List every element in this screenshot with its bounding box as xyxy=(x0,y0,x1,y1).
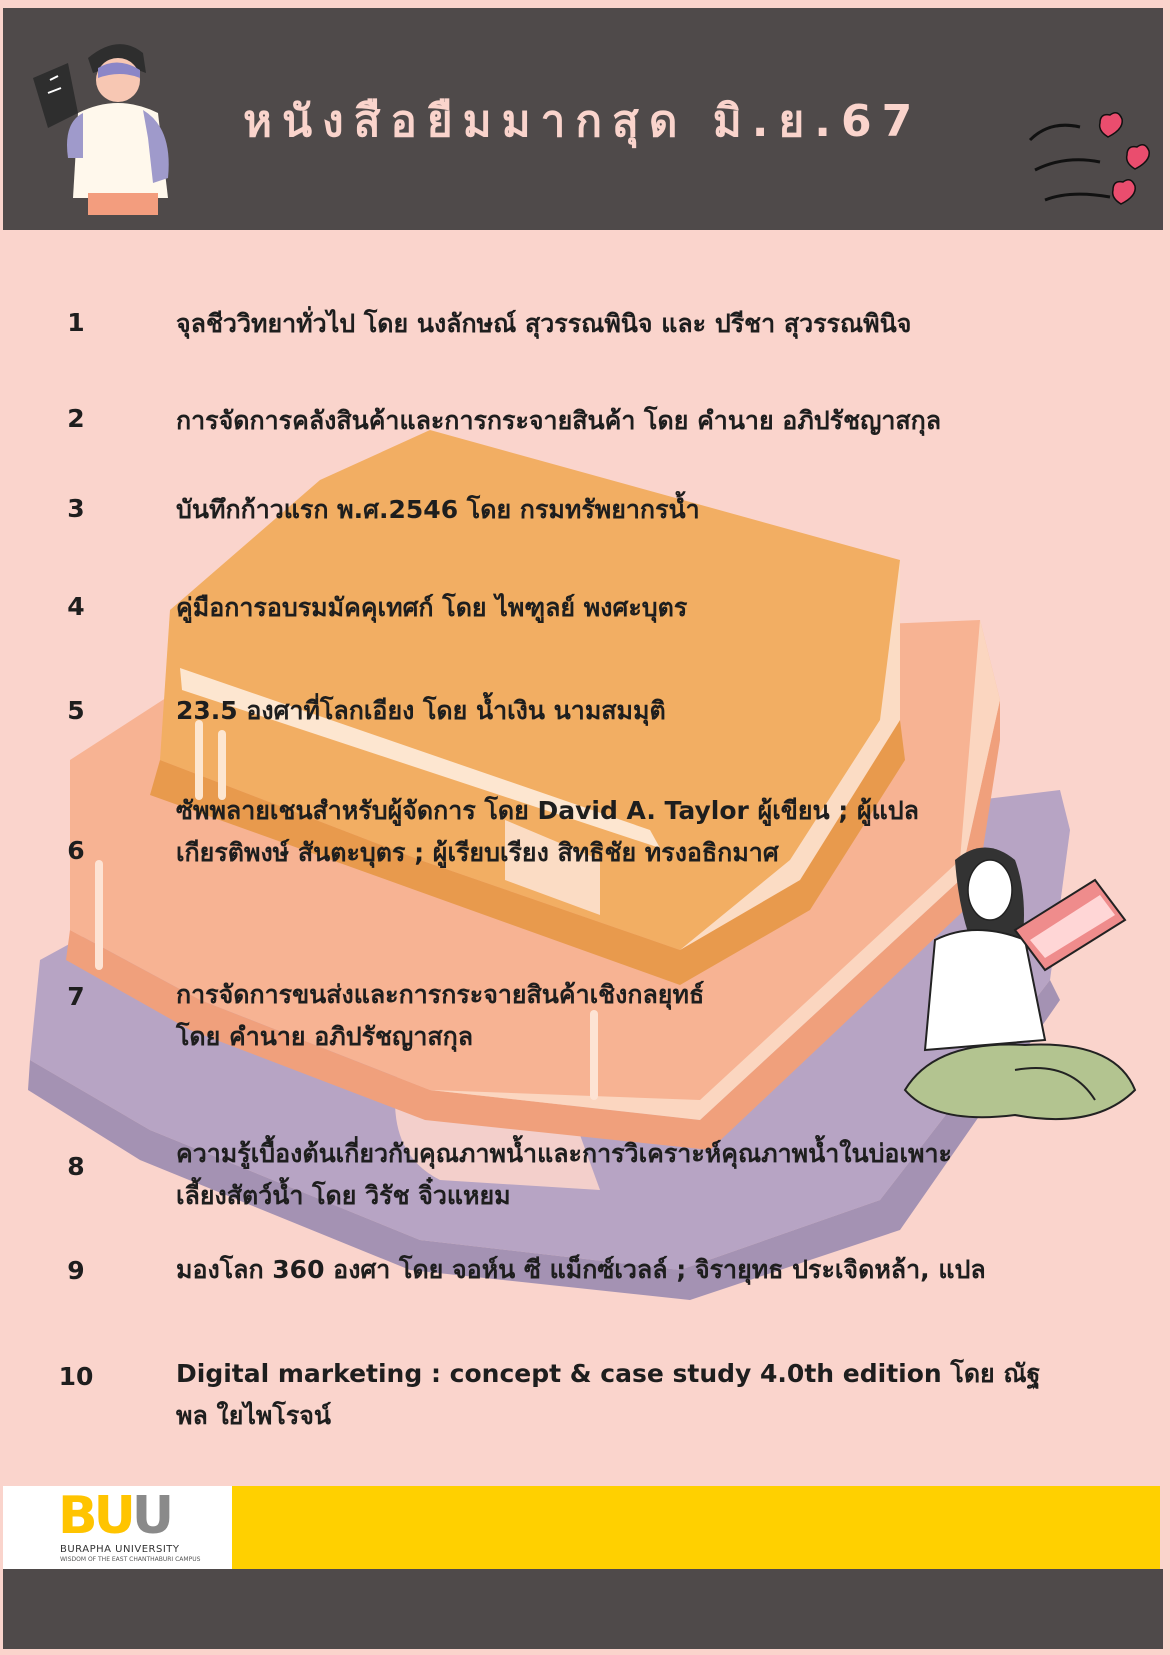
hearts-decoration xyxy=(1025,105,1155,220)
list-item-number: 2 xyxy=(67,404,85,433)
list-item xyxy=(176,400,1106,442)
list-item-number: 7 xyxy=(67,982,85,1011)
list-item-number: 10 xyxy=(58,1362,94,1391)
list-item xyxy=(176,587,1106,629)
list-item-line: การจัดการขนส่งและการกระจายสินค้าเชิงกลยุทธ์ xyxy=(176,980,705,1009)
list-item-number: 8 xyxy=(67,1152,85,1181)
page-title: หนังสือยืมมากสุด มิ.ย.67 xyxy=(243,96,923,147)
logo-tagline: WISDOM OF THE EAST CHANTHABURI CAMPUS xyxy=(60,1556,201,1563)
list-item-number: 9 xyxy=(67,1256,85,1285)
list-item-number: 4 xyxy=(67,592,85,621)
list-item-line: Digital marketing : concept & case study 4.0th edition โดย ณัฐ xyxy=(176,1359,1041,1388)
university-logo xyxy=(58,1488,170,1544)
list-item-line: มองโลก 360 องศา โดย จอห์น ซี แม็กซ์เวลล์ ; จิรายุทธ ประเจิดหล้า, แปล xyxy=(176,1255,986,1284)
list-item xyxy=(176,790,1106,874)
logo-university-name: BURAPHA UNIVERSITY xyxy=(60,1544,180,1555)
footer-dark-band xyxy=(3,1569,1163,1649)
list-item-number: 3 xyxy=(67,494,85,523)
logo-letter: B xyxy=(58,1486,94,1546)
logo-letter: U xyxy=(131,1486,171,1546)
list-item-line: บันทึกก้าวแรก พ.ศ.2546 โดย กรมทรัพยากรน้ำ xyxy=(176,495,700,524)
list-item-line: เกียรติพงษ์ สันตะบุตร ; ผู้เรียบเรียง สิทธิชัย ทรงอธิกมาศ xyxy=(176,838,779,867)
list-item-line: 23.5 องศาที่โลกเอียง โดย น้ำเงิน นามสมมุติ xyxy=(176,696,666,725)
list-item-line: โดย คำนาย อภิปรัชญาสกุล xyxy=(176,1022,474,1051)
list-item-line: ซัพพลายเชนสำหรับผู้จัดการ โดย David A. Taylor ผู้เขียน ; ผู้แปล xyxy=(176,796,919,825)
list-item-number: 5 xyxy=(67,696,85,725)
list-item xyxy=(176,974,1106,1058)
list-item-line: คู่มือการอบรมมัคคุเทศก์ โดย ไพฑูลย์ พงศะบุตร xyxy=(176,593,688,622)
list-item xyxy=(176,1133,1106,1217)
list-item-line: ความรู้เบื้องต้นเกี่ยวกับคุณภาพน้ำและการวิเคราะห์คุณภาพน้ำในบ่อเพาะ xyxy=(176,1139,952,1168)
list-item-number: 6 xyxy=(67,836,85,865)
list-item xyxy=(176,1353,1106,1437)
list-item-number: 1 xyxy=(67,308,85,337)
list-item xyxy=(176,690,1106,732)
list-item-line: การจัดการคลังสินค้าและการกระจายสินค้า โดย คำนาย อภิปรัชญาสกุล xyxy=(176,406,942,435)
list-item xyxy=(176,489,1106,531)
footer-yellow-band xyxy=(232,1486,1160,1569)
list-item-line: จุลชีววิทยาทั่วไป โดย นงลักษณ์ สุวรรณพินิจ และ ปรีชา สุวรรณพินิจ xyxy=(176,309,912,338)
list-item-line: พล ใยไพโรจน์ xyxy=(176,1401,332,1430)
list-item xyxy=(176,303,1106,345)
logo-letter: U xyxy=(93,1486,132,1546)
list-item xyxy=(176,1249,1106,1291)
boy-reading-illustration xyxy=(28,18,188,218)
list-item-line: เลี้ยงสัตว์น้ำ โดย วิรัช จิ๋วแหยม xyxy=(176,1181,511,1210)
